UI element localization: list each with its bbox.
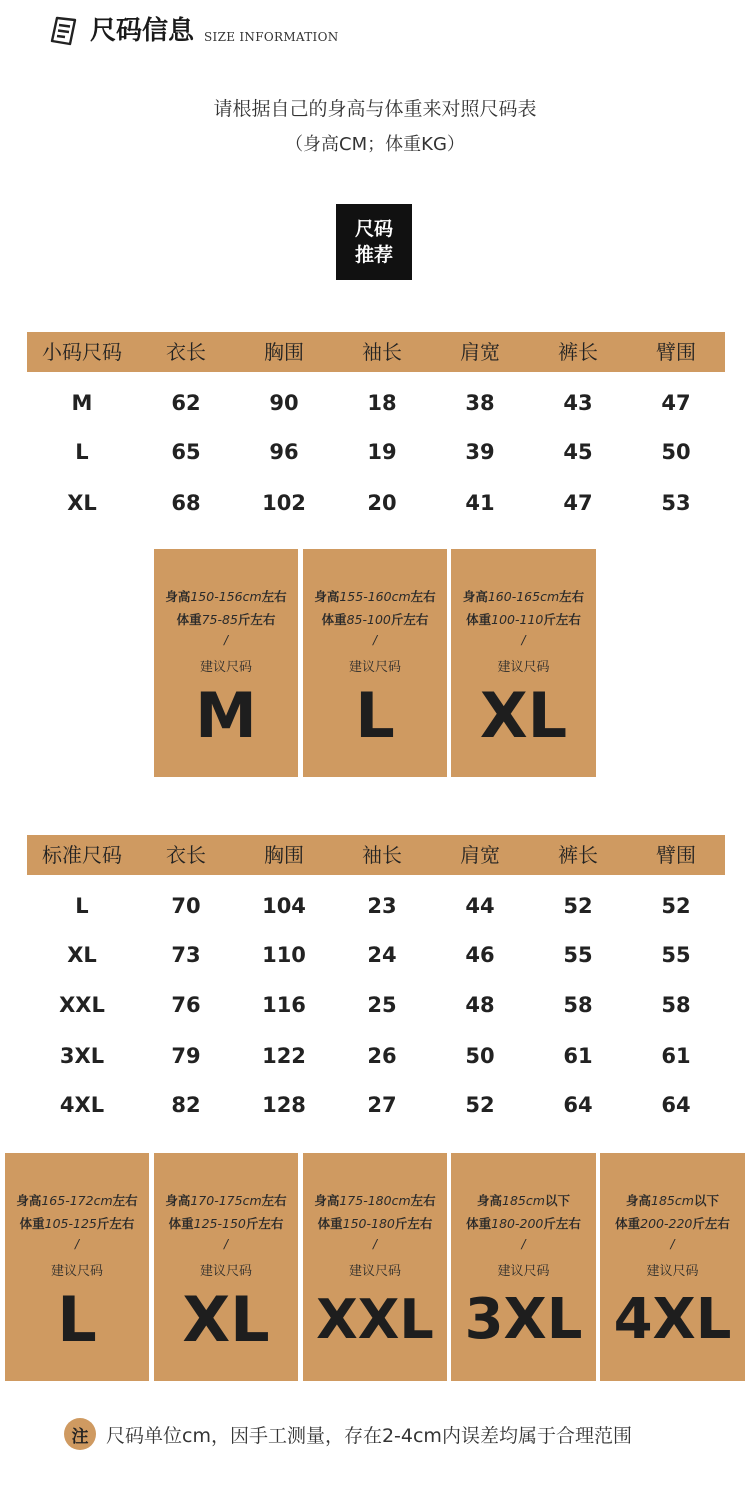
card-advice: 建议尺码 [199,1264,252,1279]
size-card-l [303,549,447,777]
card-separator: / [521,1237,526,1251]
table-row [27,940,725,970]
size-card-m [154,549,298,777]
table-cell: 55 [563,943,593,967]
table-row [27,990,725,1020]
table-cell: 53 [661,491,691,515]
column-header: 袖长 [362,340,402,364]
card-separator: / [223,633,229,647]
table-cell: 62 [171,391,201,415]
table-cell: 19 [367,440,397,464]
intro-text: 请根据自己的身高与体重来对照尺码表 [213,98,537,120]
card-weight: 体重150-180斤左右 [317,1216,433,1231]
column-header: 衣长 [166,340,206,364]
column-header: 裤长 [558,843,598,867]
card-size: 3XL [464,1287,583,1352]
column-header: 臂围 [656,340,696,364]
size-card-xl [154,1153,298,1381]
table-row [27,1041,725,1071]
table-cell: 38 [465,391,495,415]
document-icon [48,14,82,48]
card-size: 4XL [613,1287,732,1352]
table-cell: 128 [262,1093,306,1117]
table-cell: 39 [465,440,495,464]
card-separator: / [74,1237,80,1251]
table-cell: L [75,440,89,464]
card-size: M [195,679,257,752]
table-cell: 68 [171,491,201,515]
table-cell: 61 [563,1044,593,1068]
card-advice: 建议尺码 [646,1264,699,1279]
column-header: 胸围 [264,340,304,364]
table-cell: 47 [563,491,593,515]
table-cell: M [71,391,93,415]
footnote [64,1417,632,1451]
table-cell: 58 [661,993,691,1017]
table-row [27,437,725,467]
table-cell: 18 [367,391,397,415]
table-cell: 64 [563,1093,593,1117]
table-cell: 24 [367,943,397,967]
table-cell: 45 [563,440,593,464]
card-height: 身高165-172cm左右 [16,1193,138,1208]
card-weight: 体重75-85斤左右 [176,612,276,627]
table-cell: 104 [262,894,306,918]
column-header: 肩宽 [460,843,500,867]
card-size: XL [479,679,568,752]
card-size: L [57,1283,97,1356]
table-cell: 82 [171,1093,201,1117]
table-cell: XL [67,491,97,515]
column-header: 小码尺码 [42,340,122,364]
badge-line: 尺码 [354,218,393,240]
card-weight: 体重100-110斤左右 [466,612,581,627]
table-cell: 23 [367,894,397,918]
table-row [27,1090,725,1120]
column-header: 肩宽 [460,340,500,364]
card-advice: 建议尺码 [348,1264,401,1279]
recommend-badge [336,204,412,280]
table-cell: 50 [661,440,691,464]
table-row [27,891,725,921]
card-height: 身高185cm以下 [477,1193,570,1208]
table-cell: 116 [262,993,306,1017]
table-cell: 27 [367,1093,397,1117]
card-height: 身高175-180cm左右 [314,1193,436,1208]
card-advice: 建议尺码 [50,1264,103,1279]
page-subtitle: SIZE INFORMATION [204,30,339,44]
card-separator: / [521,633,526,647]
table-cell: 96 [269,440,299,464]
table-cell: 58 [563,993,593,1017]
size-card-4xl [600,1153,745,1381]
size-card-3xl [451,1153,596,1381]
table-cell: 73 [171,943,201,967]
column-header: 臂围 [656,843,696,867]
card-weight: 体重125-150斤左右 [168,1216,284,1231]
card-advice: 建议尺码 [497,1264,550,1279]
table-cell: 70 [171,894,201,918]
card-height: 身高170-175cm左右 [165,1193,287,1208]
column-header: 袖长 [362,843,402,867]
table-cell: 46 [465,943,495,967]
small-table-header [27,332,725,372]
table-cell: 43 [563,391,593,415]
table-cell: 50 [465,1044,495,1068]
table-cell: XXL [59,993,105,1017]
card-separator: / [223,1237,229,1251]
standard-table-header [27,835,725,875]
table-cell: 122 [262,1044,306,1068]
table-cell: 4XL [59,1093,105,1117]
table-cell: 90 [269,391,299,415]
table-cell: 52 [563,894,593,918]
table-cell: XL [67,943,97,967]
table-cell: 64 [661,1093,691,1117]
table-cell: 52 [465,1093,495,1117]
card-height: 身高160-165cm左右 [462,589,585,604]
note-text: 尺码单位cm，因手工测量，存在2-4cm内误差均属于合理范围 [106,1424,632,1447]
note-badge: 注 [64,1418,96,1450]
table-cell: 102 [262,491,306,515]
card-weight: 体重180-200斤左右 [466,1216,581,1231]
table-cell: 61 [661,1044,691,1068]
column-header: 标准尺码 [42,843,122,867]
card-advice: 建议尺码 [348,660,401,675]
table-cell: 47 [661,391,691,415]
table-cell: L [75,894,89,918]
table-cell: 65 [171,440,201,464]
page-title: 尺码信息 [90,16,195,46]
column-header: 胸围 [264,843,304,867]
card-weight: 体重200-220斤左右 [615,1216,730,1231]
card-weight: 体重85-100斤左右 [321,612,429,627]
card-advice: 建议尺码 [199,660,252,675]
column-header: 裤长 [558,340,598,364]
table-cell: 48 [465,993,495,1017]
table-cell: 79 [171,1044,201,1068]
card-height: 身高155-160cm左右 [314,589,436,604]
table-cell: 41 [465,491,495,515]
table-cell: 76 [171,993,201,1017]
table-cell: 52 [661,894,691,918]
card-separator: / [372,633,378,647]
card-size: XXL [316,1288,434,1351]
card-weight: 体重105-125斤左右 [19,1216,135,1231]
card-size: L [355,679,395,752]
size-card-xl [451,549,596,777]
size-card-l [5,1153,149,1381]
table-cell: 110 [262,943,306,967]
card-separator: / [670,1237,675,1251]
table-cell: 3XL [59,1044,105,1068]
table-cell: 26 [367,1044,397,1068]
column-header: 衣长 [166,843,206,867]
table-cell: 25 [367,993,397,1017]
table-cell: 20 [367,491,397,515]
card-height: 身高185cm以下 [626,1193,719,1208]
card-height: 身高150-156cm左右 [165,589,287,604]
table-row [27,388,725,418]
card-advice: 建议尺码 [497,660,550,675]
table-row [27,488,725,518]
card-separator: / [372,1237,378,1251]
table-cell: 55 [661,943,691,967]
card-size: XL [182,1283,270,1356]
table-cell: 44 [465,894,495,918]
section-header [48,10,339,48]
intro-units: （身高CM；体重KG） [285,134,465,155]
badge-line: 推荐 [354,244,393,266]
size-card-xxl [303,1153,447,1381]
